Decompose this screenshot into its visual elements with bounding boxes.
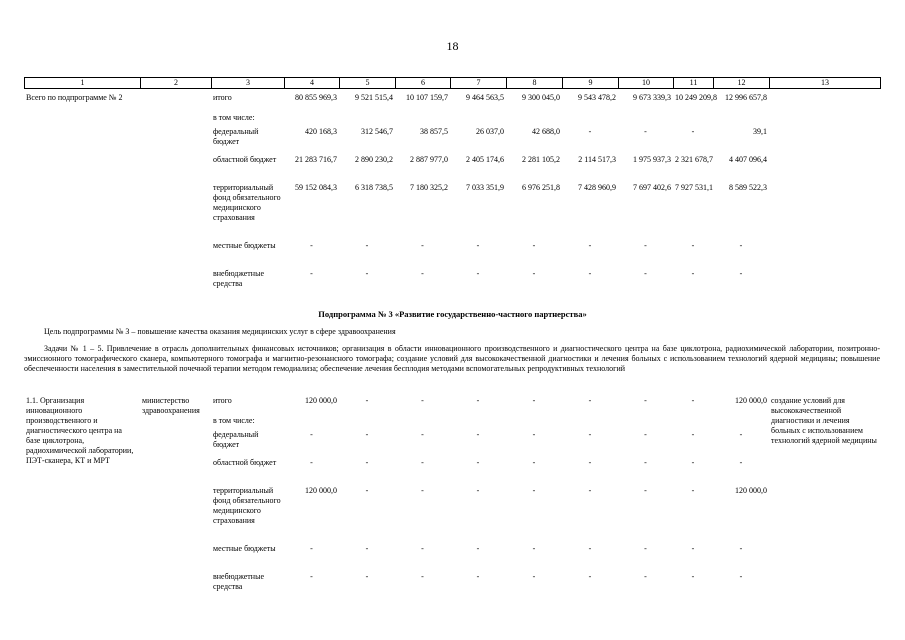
- column-number: 9: [563, 78, 619, 89]
- value-cell: 38 857,5: [420, 127, 448, 136]
- value-cell: -: [691, 127, 695, 136]
- value-cell: 7 927 531,1: [675, 183, 713, 192]
- funding-source-label: областной бюджет: [213, 458, 277, 467]
- value-cell: 1 975 937,3: [633, 155, 671, 164]
- value-cell: [562, 113, 618, 127]
- value-cell: -: [421, 269, 424, 278]
- column-number: 3: [212, 78, 285, 89]
- value-cell: -: [421, 458, 424, 467]
- column-header-row: [25, 78, 881, 89]
- value-cell: 6 318 738,5: [355, 183, 393, 192]
- value-cell: [618, 416, 673, 430]
- value-cell: -: [310, 241, 313, 250]
- value-cell: -: [532, 572, 536, 581]
- column-header-table: [24, 77, 881, 89]
- value-cell: -: [532, 486, 536, 495]
- funding-source-label: в том числе:: [213, 416, 255, 425]
- row-group-title: 1.1. Организация инновационного производственного и диагностического центра на базе циклотрона, радиохимической лаборатории, ПЭТ-сканера, КТ и МРТ: [26, 396, 134, 465]
- value-cell: [562, 416, 618, 430]
- value-cell: -: [310, 544, 313, 553]
- subprogram-tasks: Задачи № 1 – 5. Привлечение в отрасль дополнительных финансовых источников; организация в области инновационного производственного и диагностического центра на базе циклотрона, радиохимической лаборатории, позитронно-эмиссионного томографического сканера, компьютерного томографа и магнитно-резонансного томографа; создание условий для высококачественной диагностики и лечения больных с использованием технологий ядерной медицины; повышение обеспеченности населения в заместительной почечной терапии методом гемодиализа; обеспечение лечения бесплодия методами вспомогательных репродуктивных технологий: [24, 344, 880, 373]
- value-cell: [618, 113, 673, 127]
- value-cell: -: [691, 486, 695, 495]
- value-cell: -: [532, 241, 536, 250]
- value-cell: -: [365, 486, 369, 495]
- value-cell: [339, 113, 395, 127]
- value-cell: -: [588, 430, 592, 439]
- value-cell: 9 300 045,0: [522, 93, 560, 102]
- value-cell: -: [421, 241, 424, 250]
- column-number: 2: [141, 78, 212, 89]
- value-cell: -: [739, 430, 743, 439]
- value-cell: [713, 416, 769, 430]
- value-cell: -: [532, 544, 536, 553]
- value-cell: -: [644, 544, 647, 553]
- column-number: 12: [714, 78, 770, 89]
- result-cell: [769, 93, 880, 297]
- funding-source-label: внебюджетные средства: [213, 572, 264, 591]
- funding-source-label: территориальный фонд обязательного медицинского страхования: [213, 486, 281, 525]
- column-number: 6: [396, 78, 451, 89]
- value-cell: -: [421, 572, 424, 581]
- value-cell: 2 114 517,3: [578, 155, 616, 164]
- value-cell: [284, 113, 339, 127]
- value-cell: -: [532, 396, 536, 405]
- value-cell: 120 000,0: [735, 486, 767, 495]
- value-cell: -: [739, 241, 743, 250]
- value-cell: -: [421, 486, 424, 495]
- value-cell: 39,1: [753, 127, 767, 136]
- value-cell: 2 405 174,6: [466, 155, 504, 164]
- value-cell: -: [476, 269, 480, 278]
- value-cell: -: [532, 430, 536, 439]
- funding-source-label: итого: [213, 396, 232, 405]
- value-cell: 420 168,3: [305, 127, 337, 136]
- value-cell: -: [365, 269, 369, 278]
- page-number: 18: [446, 39, 459, 53]
- value-cell: -: [588, 458, 592, 467]
- value-cell: -: [310, 572, 313, 581]
- value-cell: -: [588, 269, 592, 278]
- value-cell: -: [588, 241, 592, 250]
- funding-source-label: областной бюджет: [213, 155, 277, 164]
- value-cell: -: [739, 269, 743, 278]
- value-cell: -: [691, 572, 695, 581]
- value-cell: -: [644, 572, 647, 581]
- value-cell: -: [691, 241, 695, 250]
- value-cell: -: [588, 396, 592, 405]
- column-number: 5: [340, 78, 396, 89]
- value-cell: -: [644, 486, 647, 495]
- value-cell: -: [588, 572, 592, 581]
- subprogram-2-total-table: [24, 93, 880, 297]
- value-cell: 42 688,0: [532, 127, 560, 136]
- value-cell: -: [476, 486, 480, 495]
- value-cell: [713, 113, 769, 127]
- value-cell: -: [365, 458, 369, 467]
- executor-cell: министерство здравоохранения: [142, 396, 200, 415]
- value-cell: 4 407 096,4: [729, 155, 767, 164]
- value-cell: -: [644, 396, 647, 405]
- value-cell: -: [532, 458, 536, 467]
- value-cell: -: [476, 430, 480, 439]
- value-cell: -: [476, 572, 480, 581]
- column-number: 13: [770, 78, 881, 89]
- column-number: 7: [451, 78, 507, 89]
- value-cell: 7 697 402,6: [633, 183, 671, 192]
- value-cell: 8 589 522,3: [729, 183, 767, 192]
- column-number: 4: [285, 78, 340, 89]
- value-cell: [339, 416, 395, 430]
- subprogram-goal: Цель подпрограммы № 3 – повышение качества оказания медицинских услуг в сфере здравоохранения: [44, 327, 396, 336]
- value-cell: -: [739, 544, 743, 553]
- value-cell: [395, 113, 450, 127]
- value-cell: -: [588, 486, 592, 495]
- value-cell: -: [365, 396, 369, 405]
- value-cell: [673, 113, 713, 127]
- value-cell: -: [691, 458, 695, 467]
- table-row: [24, 396, 880, 416]
- funding-source-label: внебюджетные средства: [213, 269, 264, 288]
- value-cell: 9 673 339,3: [633, 93, 671, 102]
- value-cell: 21 283 716,7: [295, 155, 337, 164]
- value-cell: -: [588, 544, 592, 553]
- value-cell: -: [739, 572, 743, 581]
- value-cell: [450, 113, 506, 127]
- column-number: 11: [674, 78, 714, 89]
- table-row: [24, 93, 880, 113]
- value-cell: 2 281 105,2: [522, 155, 560, 164]
- value-cell: -: [739, 458, 743, 467]
- value-cell: 2 887 977,0: [410, 155, 448, 164]
- value-cell: 26 037,0: [476, 127, 504, 136]
- subprogram-title: Подпрограмма № 3 «Развитие государственно-частного партнерства»: [318, 309, 587, 319]
- value-cell: 312 546,7: [361, 127, 393, 136]
- value-cell: -: [476, 241, 480, 250]
- value-cell: -: [691, 544, 695, 553]
- value-cell: -: [310, 269, 313, 278]
- column-number: 8: [507, 78, 563, 89]
- value-cell: -: [421, 396, 424, 405]
- value-cell: [673, 416, 713, 430]
- funding-source-label: в том числе:: [213, 113, 255, 122]
- value-cell: 59 152 084,3: [295, 183, 337, 192]
- measure-1-1-table: [24, 396, 880, 600]
- value-cell: -: [421, 430, 424, 439]
- value-cell: 2 890 230,2: [355, 155, 393, 164]
- funding-source-label: итого: [213, 93, 232, 102]
- value-cell: 9 464 563,5: [466, 93, 504, 102]
- value-cell: 6 976 251,8: [522, 183, 560, 192]
- value-cell: 12 996 657,8: [725, 93, 767, 102]
- column-number: 1: [25, 78, 141, 89]
- value-cell: -: [532, 269, 536, 278]
- value-cell: [395, 416, 450, 430]
- value-cell: -: [365, 572, 369, 581]
- value-cell: -: [691, 269, 695, 278]
- value-cell: 80 855 969,3: [295, 93, 337, 102]
- value-cell: -: [310, 458, 313, 467]
- value-cell: -: [365, 241, 369, 250]
- value-cell: -: [365, 430, 369, 439]
- value-cell: 120 000,0: [305, 486, 337, 495]
- value-cell: 120 000,0: [305, 396, 337, 405]
- value-cell: 7 180 325,2: [410, 183, 448, 192]
- value-cell: 10 249 209,8: [675, 93, 717, 102]
- value-cell: 7 033 351,9: [466, 183, 504, 192]
- column-number: 10: [619, 78, 674, 89]
- value-cell: 10 107 159,7: [406, 93, 448, 102]
- value-cell: -: [310, 430, 313, 439]
- value-cell: 9 521 515,4: [355, 93, 393, 102]
- funding-source-label: местные бюджеты: [213, 241, 276, 250]
- value-cell: 120 000,0: [735, 396, 767, 405]
- funding-source-label: территориальный фонд обязательного медицинского страхования: [213, 183, 281, 222]
- value-cell: -: [644, 430, 647, 439]
- value-cell: [506, 113, 562, 127]
- value-cell: [506, 416, 562, 430]
- value-cell: 7 428 960,9: [578, 183, 616, 192]
- funding-source-label: местные бюджеты: [213, 544, 276, 553]
- value-cell: -: [476, 458, 480, 467]
- value-cell: -: [644, 269, 647, 278]
- value-cell: -: [365, 544, 369, 553]
- value-cell: -: [476, 396, 480, 405]
- value-cell: -: [691, 430, 695, 439]
- value-cell: -: [588, 127, 592, 136]
- value-cell: -: [476, 544, 480, 553]
- value-cell: -: [691, 396, 695, 405]
- row-group-title: Всего по подпрограмме № 2: [26, 93, 123, 102]
- value-cell: [450, 416, 506, 430]
- value-cell: -: [644, 241, 647, 250]
- value-cell: -: [644, 127, 647, 136]
- executor-cell: [140, 93, 211, 297]
- value-cell: -: [421, 544, 424, 553]
- value-cell: [284, 416, 339, 430]
- result-cell: создание условий для высококачественной диагностики и лечения больных с использованием технологий ядерной медицины: [771, 396, 877, 445]
- funding-source-label: федеральный бюджет: [213, 127, 259, 146]
- funding-source-label: федеральный бюджет: [213, 430, 259, 449]
- value-cell: 2 321 678,7: [675, 155, 713, 164]
- value-cell: 9 543 478,2: [578, 93, 616, 102]
- value-cell: -: [644, 458, 647, 467]
